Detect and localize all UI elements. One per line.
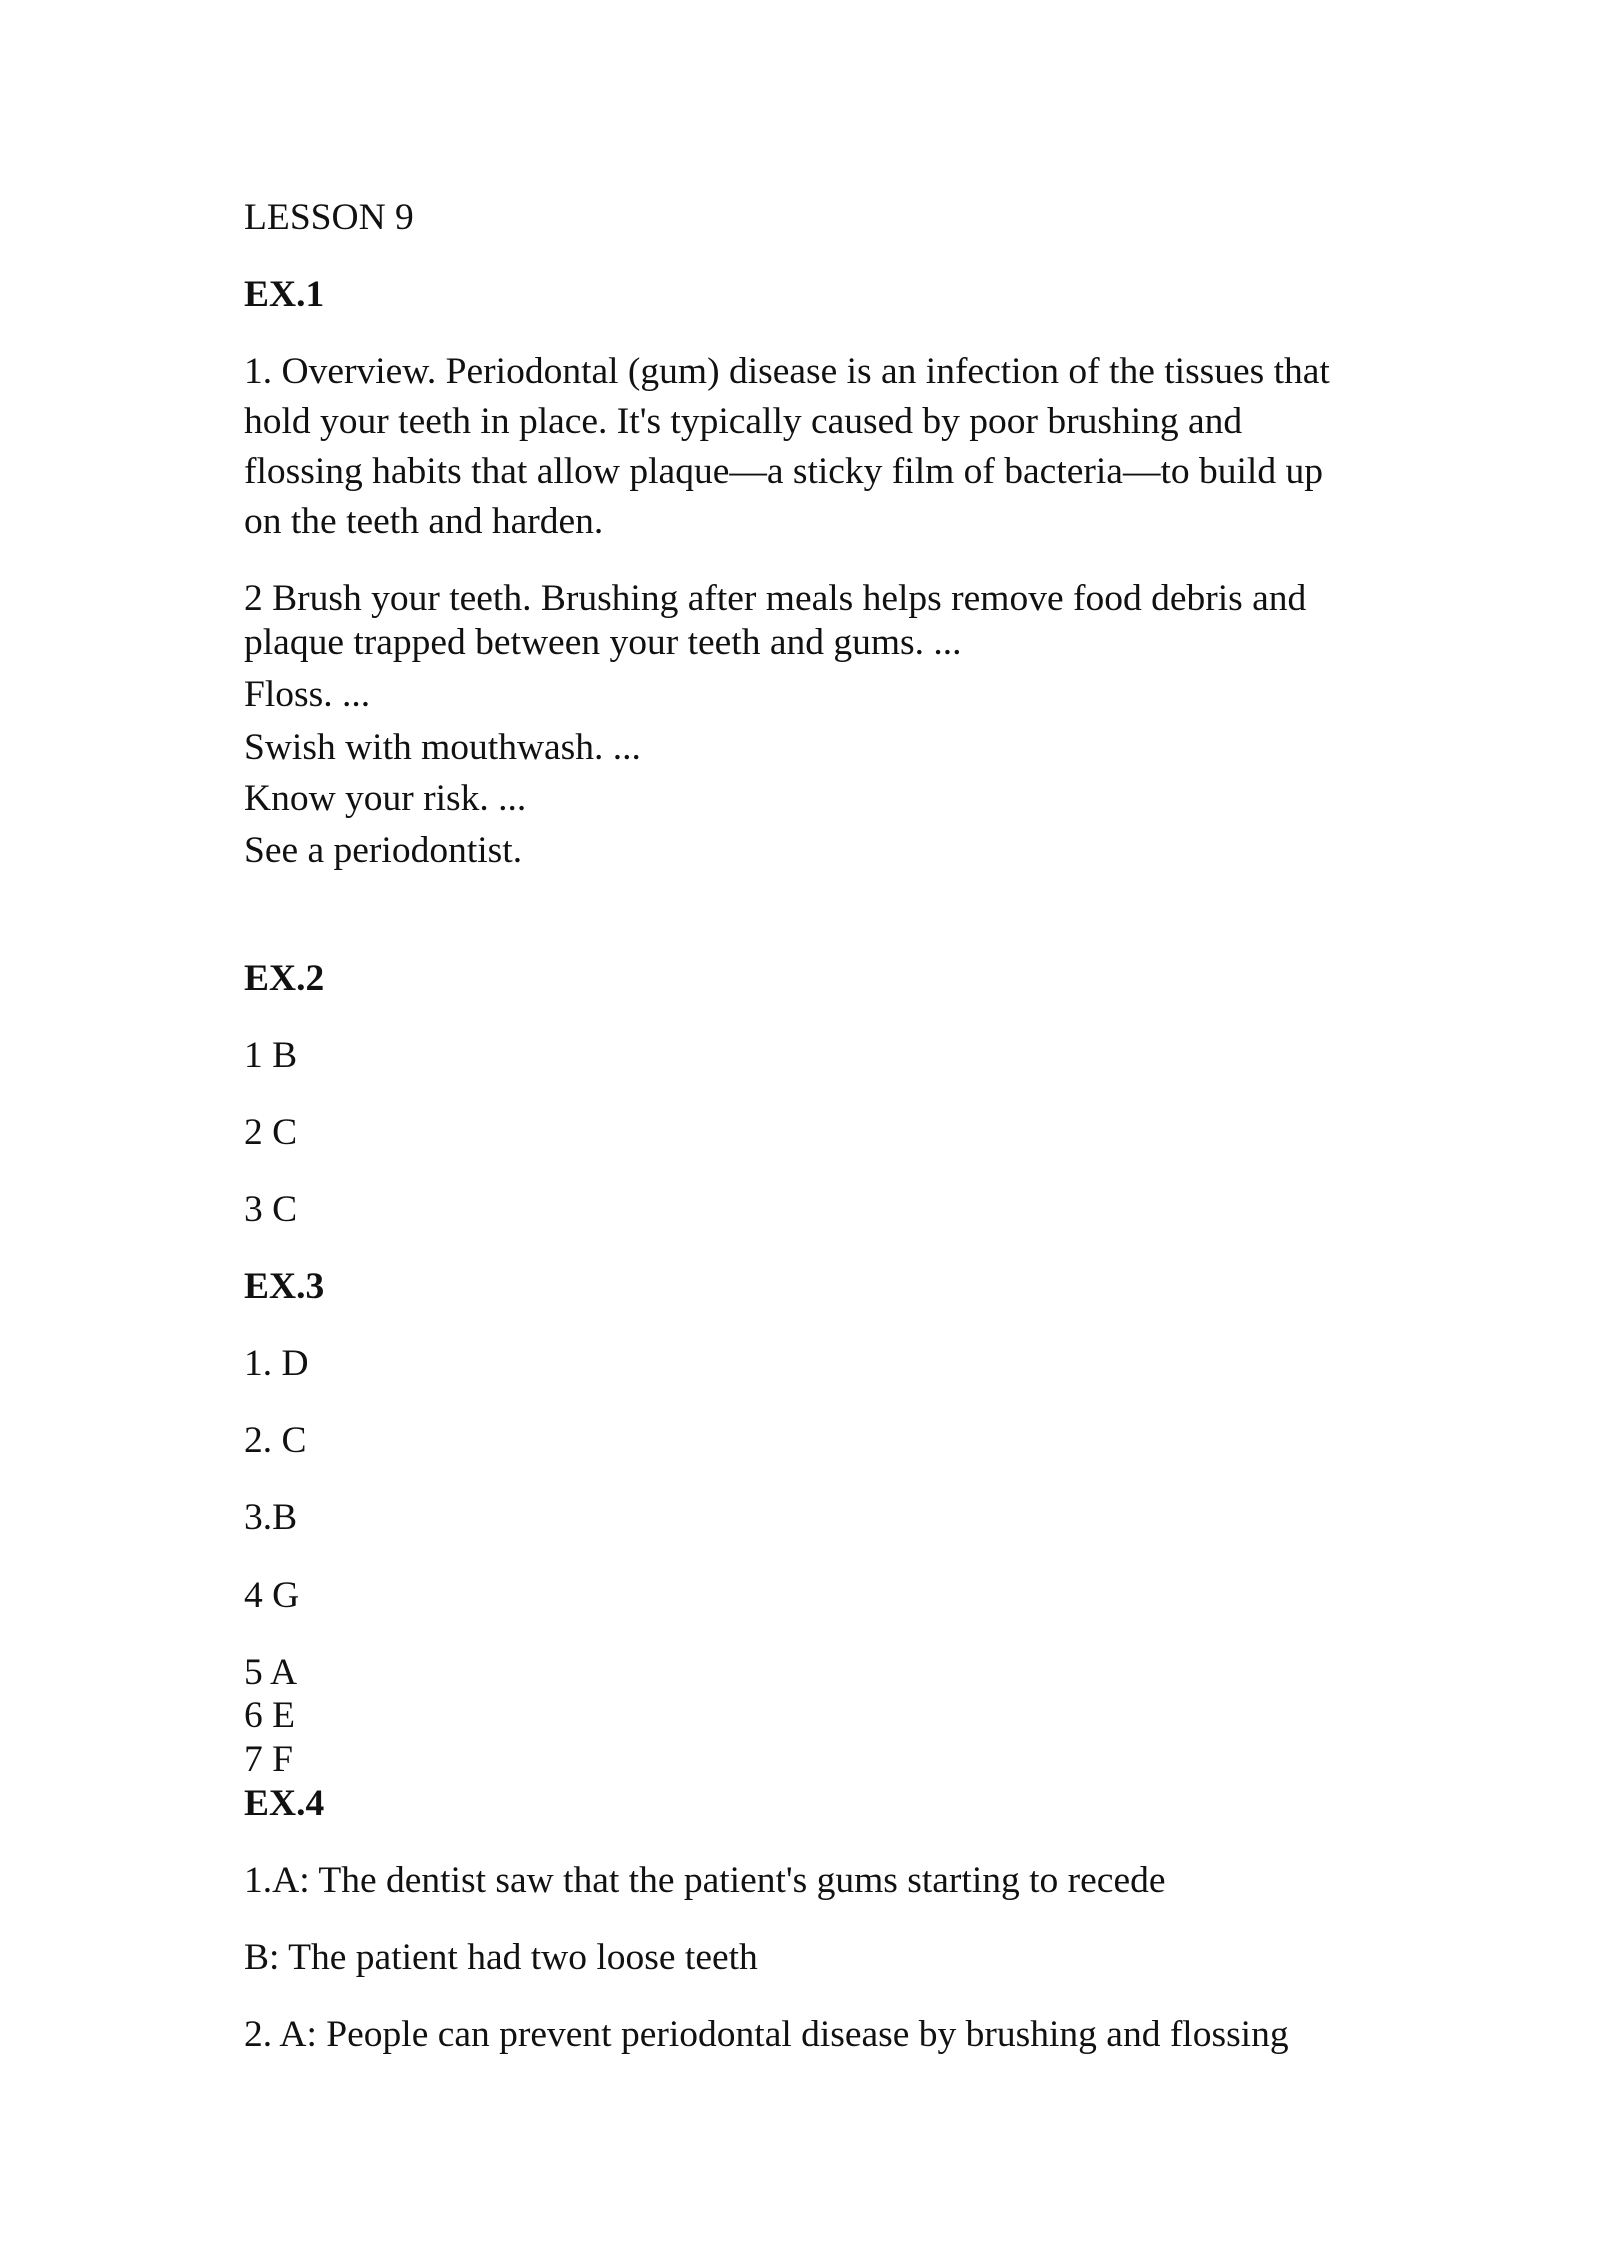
paragraph-line: 1. Overview. Periodontal (gum) disease is an infection of the tissues that [244, 351, 1330, 392]
ex4-heading: EX.4 [244, 1783, 325, 1824]
paragraph-line: See a periodontist. [244, 830, 523, 871]
answer-item: 1. D [244, 1343, 309, 1384]
paragraph-line: 2 Brush your teeth. Brushing after meals helps remove food debris and [244, 578, 1307, 619]
paragraph-line: Swish with mouthwash. ... [244, 727, 641, 768]
answer-item: 1 B [244, 1035, 298, 1076]
lesson-title: LESSON 9 [244, 197, 414, 238]
answer-item: 5 A [244, 1652, 298, 1693]
ex3-heading: EX.3 [244, 1266, 325, 1307]
answer-sentence: 1.A: The dentist saw that the patient's gums starting to recede [244, 1860, 1166, 1901]
answer-sentence: B: The patient had two loose teeth [244, 1937, 758, 1978]
answer-item: 2 C [244, 1112, 298, 1153]
ex1-heading: EX.1 [244, 274, 325, 315]
answer-item: 4 G [244, 1575, 300, 1616]
answer-item: 3.B [244, 1497, 298, 1538]
paragraph-line: Know your risk. ... [244, 778, 527, 819]
paragraph-line: Floss. ... [244, 674, 371, 715]
ex2-heading: EX.2 [244, 958, 325, 999]
answer-item: 3 C [244, 1189, 298, 1230]
answer-item: 7 F [244, 1739, 293, 1780]
paragraph-line: flossing habits that allow plaque—a sticky film of bacteria—to build up [244, 451, 1323, 492]
paragraph-line: on the teeth and harden. [244, 501, 604, 542]
answer-item: 6 E [244, 1695, 296, 1736]
paragraph-line: hold your teeth in place. It's typically caused by poor brushing and [244, 401, 1243, 442]
answer-item: 2. C [244, 1420, 307, 1461]
answer-sentence: 2. A: People can prevent periodontal disease by brushing and flossing [244, 2014, 1289, 2055]
paragraph-line: plaque trapped between your teeth and gums. ... [244, 622, 962, 663]
